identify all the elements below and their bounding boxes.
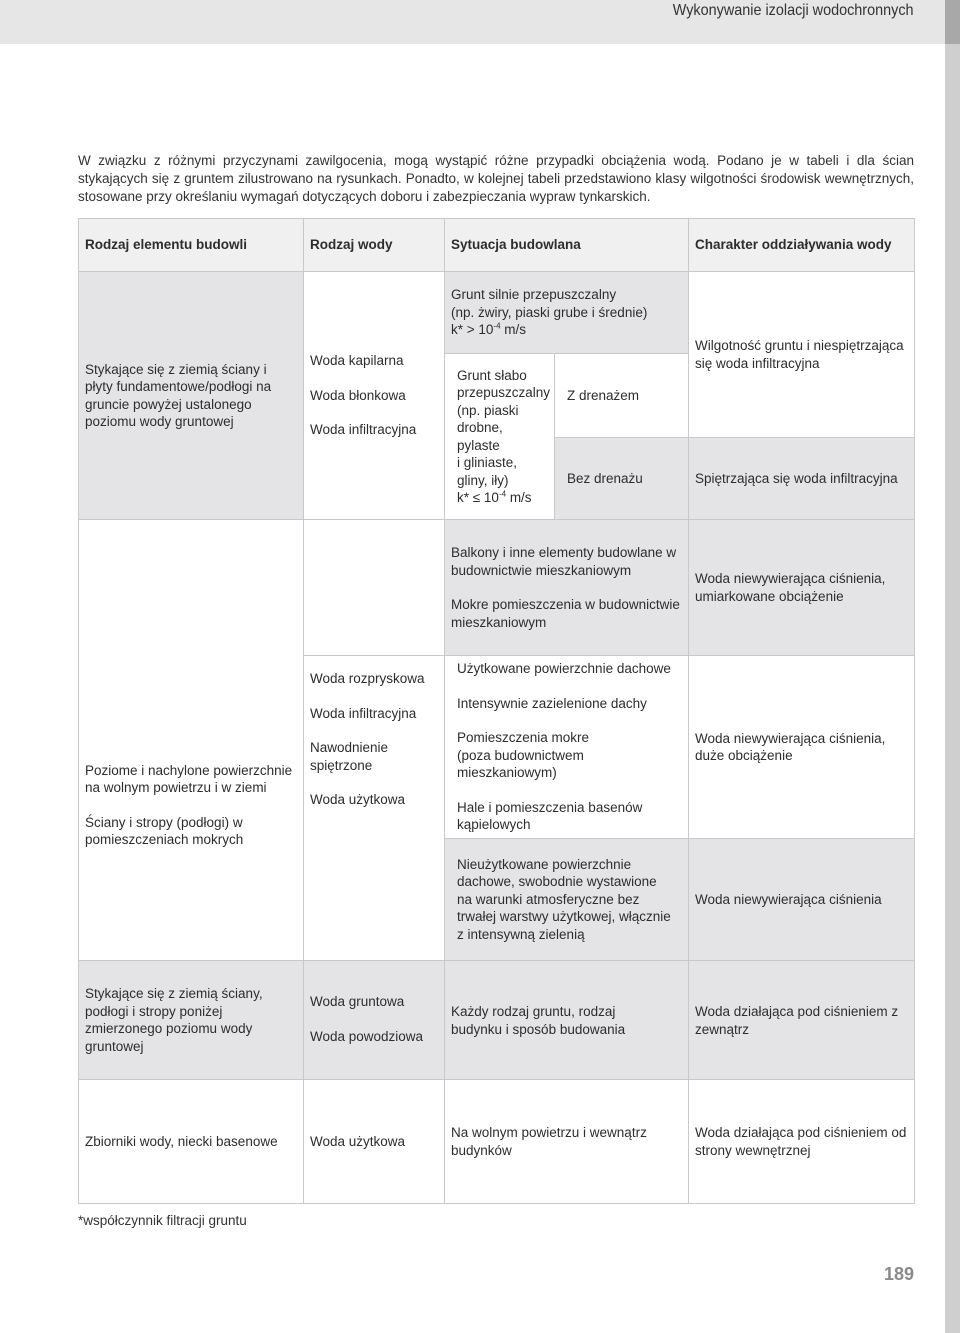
block1-effect-1-text: Wilgotność gruntu i niespiętrzająca się woda infiltracyjna [695,338,904,371]
soil-high-k [451,321,682,339]
block1-effect-1 [689,272,915,438]
table-row [79,272,915,354]
block1-element-text: Stykające się z ziemią ściany i płyty fundamentowe/podłogi na gruncie powyżej ustalonego poziomu wody gruntowej [85,361,272,429]
block3-situation-3: Pomieszczenia mokre (poza budownictwem mieszkaniowym) [457,730,590,781]
block3-element-b: Ściany i stropy (podłogi) w pomieszczeniach mokrych [85,814,244,847]
block3-effect-text: Woda niewywierająca ciśnienia, duże obciążenie [695,730,886,763]
block4-situation [445,961,689,1080]
block1-soil-high [445,272,689,354]
running-header: Wykonywanie izolacji wodochronnych [673,2,914,19]
block3-water [304,656,445,961]
intro-paragraph: W związku z różnymi przyczynami zawilgocenia, mogą wystąpić różne przypadki obciążenia wodą. Podano je w tabeli i dla ścian stykających się z gruntem zilustrowano na rysunkach. Ponadto, w kolejnej tabeli przedstawiono klasy wilgotności środowisk wewnętrznych, stosowane przy określaniu wymagań dotyczących doboru i zabezpieczania wypraw tynkarskich. [78,153,914,204]
block1-water-1: Woda kapilarna [310,353,404,369]
footnote: *współczynnik filtracji gruntu [78,1213,247,1228]
header-effect: Charakter oddziaływania wody [689,219,915,272]
soil-high-k-unit: m/s [500,322,527,338]
block3-element [79,520,304,961]
soil-high-k-exp: -4 [493,321,501,331]
block2-situation-a: Balkony i inne elementy budowlane w budownictwie mieszkaniowym [451,545,677,578]
page-number: 189 [883,1264,914,1284]
block3-situation-2: Intensywnie zazielenione dachy [457,695,647,711]
water-load-table [78,218,915,1204]
right-margin-strip [945,0,960,1333]
block1-soil-low [445,354,555,520]
block3-element-a: Poziome i nachylone powierzchnie na wolnym powietrzu i w ziemi [85,762,293,795]
soil-high-line1: Grunt silnie przepuszczalny [451,287,617,303]
block1-water-2: Woda błonkowa [310,387,406,403]
table-row [79,961,915,1080]
block4-water-1: Woda gruntowa [310,994,405,1009]
block2-effect-text: Woda niewywierająca ciśnienia, umiarkowane obciążenie [695,571,886,604]
soil-low-line7: gliny, iły) [457,472,509,488]
block3-situation-unused [445,839,689,961]
block2-water-empty [304,520,445,656]
soil-low-line3: (np. piaski [457,402,519,418]
block4-water [304,961,445,1080]
block4-situation-text: Każdy rodzaj gruntu, rodzaj budynku i sposób budowania [451,1004,626,1037]
block3-situation-1: Użytkowane powierzchnie dachowe [457,661,671,677]
soil-low-line5: pylaste [457,437,500,453]
header-situation: Sytuacja budowlana [445,219,689,272]
soil-high-line2: (np. żwiry, piaski grube i średnie) [451,304,648,320]
block1-water [304,272,445,520]
block3-effect [689,656,915,839]
block5-effect-text: Woda działająca pod ciśnieniem od strony wewnętrznej [695,1125,907,1158]
block3-effect-unused [689,839,915,961]
table-row [79,520,915,656]
block5-effect [689,1080,915,1204]
block3-situation-unused-text: Nieużytkowane powierzchnie dachowe, swobodnie wystawione na warunki atmosferyczne bez trwałej warstwy użytkowej, włącznie z intensywną zielenią [457,856,671,942]
block2-situation [445,520,689,656]
block3-situations [445,656,689,839]
block4-element-text: Stykające się z ziemią ściany, podłogi i stropy poniżej zmierzonego poziomu wody gruntowej [85,986,263,1054]
block4-water-2: Woda powodziowa [310,1028,424,1044]
block2-effect [689,520,915,656]
block1-effect-2-text: Spiętrzająca się woda infiltracyjna [695,470,898,486]
soil-low-k-exp: -4 [498,489,507,499]
drain-no-text: Bez drenażu [567,470,643,486]
table-header-row [79,219,915,272]
block1-drain-no [555,438,689,520]
soil-low-k [457,489,548,507]
block3-water-1: Woda rozpryskowa [310,671,425,686]
block1-effect-2 [689,438,915,520]
soil-low-line4: drobne, [457,420,503,435]
block3-water-2: Woda infiltracyjna [310,705,417,721]
block4-effect-text: Woda działająca pod ciśnieniem z zewnątrz [695,1004,899,1037]
soil-low-k-unit: m/s [506,490,532,505]
block1-water-3: Woda infiltracyjna [310,422,417,438]
soil-low-line2: przepuszczalny [457,385,551,400]
block5-element [79,1080,304,1204]
soil-low-line6: i gliniaste, [457,455,518,470]
block2-situation-b: Mokre pomieszczenia w budownictwie mieszkaniowym [451,597,680,630]
header-element-type: Rodzaj elementu budowli [79,219,304,272]
header-water-type: Rodzaj wody [304,219,445,272]
soil-low-k-text: k* ≤ 10 [457,490,499,505]
block5-water-text: Woda użytkowa [310,1133,406,1149]
block3-water-3: Nawodnienie spiętrzone [310,740,389,773]
block4-effect [689,961,915,1080]
drain-yes-text: Z drenażem [567,387,640,403]
block1-element [79,272,304,520]
table-row [79,1080,915,1204]
block5-situation-text: Na wolnym powietrzu i wewnątrz budynków [451,1125,647,1158]
block1-drain-yes [555,354,689,438]
block5-water [304,1080,445,1204]
block5-element-text: Zbiorniki wody, niecki basenowe [85,1133,278,1149]
block3-effect-unused-text: Woda niewywierająca ciśnienia [695,891,882,907]
block3-water-4: Woda użytkowa [310,792,406,807]
block3-situation-4: Hale i pomieszczenia basenów kąpielowych [457,799,643,833]
block5-situation [445,1080,689,1204]
right-margin-strip-top [945,0,960,44]
block4-element [79,961,304,1080]
soil-low-line1: Grunt słabo [457,367,527,383]
soil-high-k-text: k* > 10 [451,322,494,338]
